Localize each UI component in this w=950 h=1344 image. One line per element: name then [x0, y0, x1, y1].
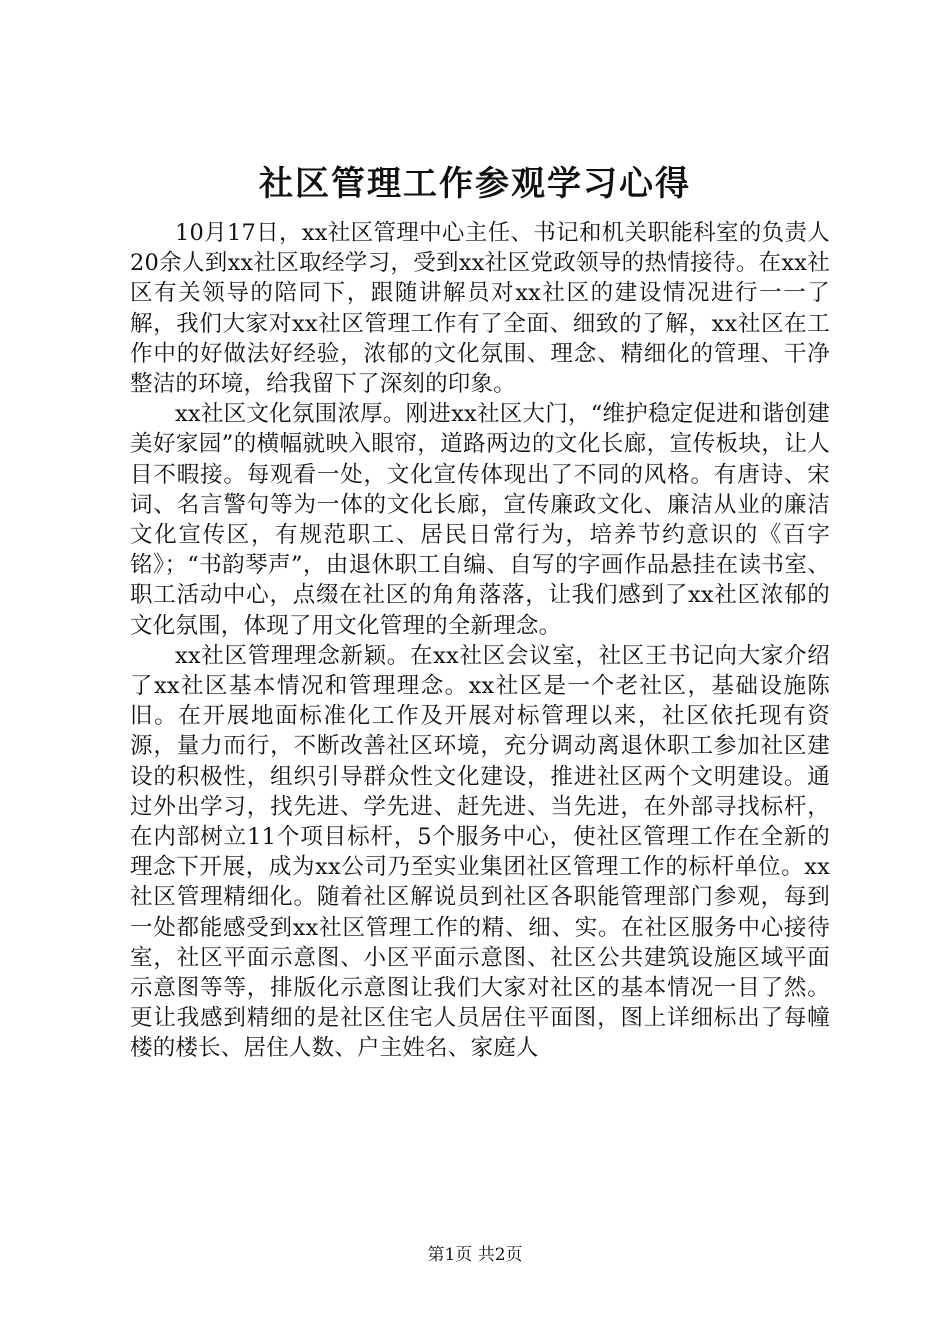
- paragraph-1: 10月17日，xx社区管理中心主任、书记和机关职能科室的负责人20余人到xx社区取经学习，受到xx社区党政领导的热情接待。在xx社区有关领导的陪同下，跟随讲解员对xx社区的建设情况进行一一了解，我们大家对xx社区管理工作有了全面、细致的了解，xx社区在工作中的好做法好经验，浓郁的文化氛围、理念、精细化的管理、干净整洁的环境，给我留下了深刻的印象。: [130, 220, 830, 398]
- paragraph-3: xx社区管理理念新颖。在xx社区会议室，社区王书记向大家介绍了xx社区基本情况和管理理念。xx社区是一个老社区，基础设施陈旧。在开展地面标准化工作及开展对标管理以来，社区依托现有资源，量力而行，不断改善社区环境，充分调动离退休职工参加社区建设的积极性，组织引导群众性文化建设，推进社区两个文明建设。通过外出学习，找先进、学先进、赶先进、当先进，在外部寻找标杆，在内部树立11个项目标杆，5个服务中心，使社区管理工作在全新的理念下开展，成为xx公司乃至实业集团社区管理工作的标杆单位。xx社区管理精细化。随着社区解说员到社区各职能管理部门参观，每到一处都能感受到xx社区管理工作的精、细、实。在社区服务中心接待室，社区平面示意图、小区平面示意图、社区公共建筑设施区域平面示意图等等，排版化示意图让我们大家对社区的基本情况一目了然。更让我感到精细的是社区住宅人员居住平面图，图上详细标出了每幢楼的楼长、居住人数、户主姓名、家庭人: [130, 642, 830, 1062]
- paragraph-2: xx社区文化氛围浓厚。刚进xx社区大门，“维护稳定促进和谐创建美好家园”的横幅就映入眼帘，道路两边的文化长廊，宣传板块，让人目不暇接。每观看一处，文化宣传体现出了不同的风格。有唐诗、宋词、名言警句等为一体的文化长廊，宣传廉政文化、廉洁从业的廉洁文化宣传区，有规范职工、居民日常行为，培养节约意识的《百字铭》；“书韵琴声”，由退休职工自编、自写的字画作品悬挂在读书室、职工活动中心，点缀在社区的角角落落，让我们感到了xx社区浓郁的文化氛围，体现了用文化管理的全新理念。: [130, 401, 830, 639]
- document-body: [130, 218, 830, 1064]
- document-title: 社区管理工作参观学习心得: [259, 164, 691, 204]
- page-number-footer: 第1页 共2页: [427, 1245, 523, 1265]
